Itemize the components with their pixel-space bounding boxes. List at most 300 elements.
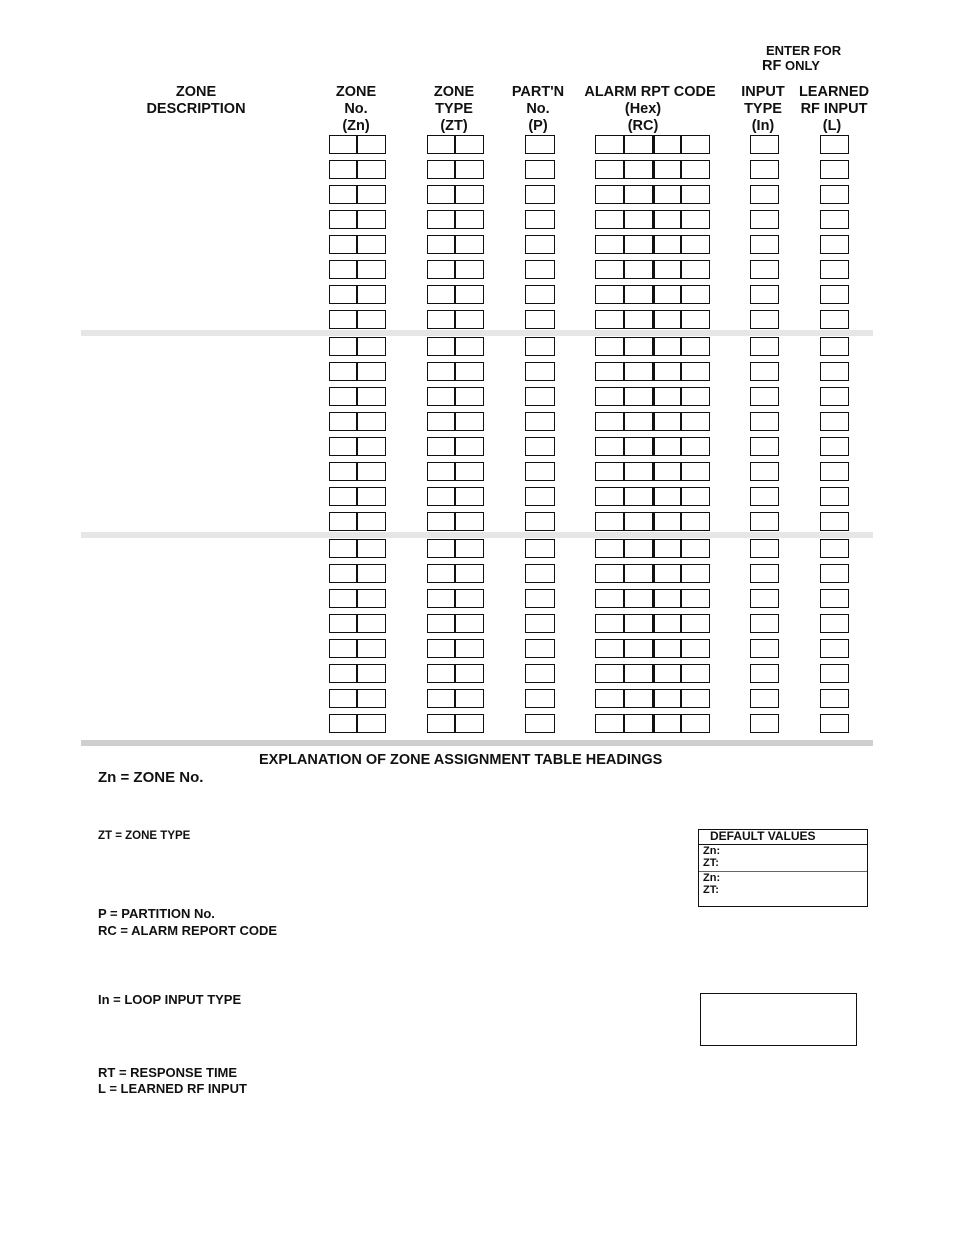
alarm-code-entry-box[interactable] [681, 437, 710, 456]
default-values-group [699, 872, 867, 898]
alarm-code-entry-box[interactable] [681, 260, 710, 279]
zone-no-entry-box[interactable] [329, 387, 357, 406]
learned-rf-entry-box[interactable] [820, 337, 849, 356]
header-line: RF INPUT [800, 101, 868, 117]
learned-rf-entry-box[interactable] [820, 185, 849, 204]
header-line: No. [526, 101, 550, 117]
zone-no-entry-box[interactable] [329, 285, 357, 304]
alarm-code-entry-box[interactable] [681, 387, 710, 406]
header-line: ZONE [335, 84, 377, 100]
partition-no-entry-box[interactable] [525, 689, 555, 708]
alarm-code-entry-box[interactable] [681, 512, 710, 531]
alarm-code-entry-box[interactable] [653, 160, 681, 179]
zone-type-entry-box[interactable] [455, 512, 484, 531]
zone-no-entry-box[interactable] [357, 487, 386, 506]
zone-type-entry-box[interactable] [427, 639, 455, 658]
alarm-code-entry-box[interactable] [681, 337, 710, 356]
header-line: (ZT) [440, 118, 468, 134]
zone-type-entry-box[interactable] [455, 337, 484, 356]
partition-no-entry-box[interactable] [525, 714, 555, 733]
default-values-group [699, 845, 867, 872]
partition-no-entry-box[interactable] [525, 664, 555, 683]
alarm-code-entry-box[interactable] [624, 160, 653, 179]
learned-rf-entry-box[interactable] [820, 285, 849, 304]
alarm-code-entry-box[interactable] [624, 285, 653, 304]
partition-no-entry-box[interactable] [525, 462, 555, 481]
alarm-code-entry-box[interactable] [624, 639, 653, 658]
zone-no-entry-box[interactable] [329, 589, 357, 608]
zone-type-entry-box[interactable] [427, 185, 455, 204]
alarm-code-entry-box[interactable] [653, 714, 681, 733]
alarm-code-entry-box[interactable] [681, 714, 710, 733]
alarm-code-entry-box[interactable] [595, 714, 624, 733]
input-type-entry-box[interactable] [750, 412, 779, 431]
learned-rf-entry-box[interactable] [820, 564, 849, 583]
zone-no-entry-box[interactable] [357, 387, 386, 406]
alarm-code-entry-box[interactable] [653, 337, 681, 356]
alarm-code-entry-box[interactable] [624, 564, 653, 583]
partition-no-entry-box[interactable] [525, 589, 555, 608]
alarm-code-entry-box[interactable] [653, 135, 681, 154]
alarm-code-entry-box[interactable] [624, 589, 653, 608]
zone-type-entry-box[interactable] [455, 614, 484, 633]
zone-no-entry-box[interactable] [357, 539, 386, 558]
zone-type-entry-box[interactable] [427, 714, 455, 733]
alarm-code-entry-box[interactable] [595, 689, 624, 708]
explanation-zn: Zn = ZONE No. [98, 769, 204, 786]
zone-no-entry-box[interactable] [329, 437, 357, 456]
zone-type-entry-box[interactable] [427, 160, 455, 179]
alarm-code-entry-box[interactable] [653, 310, 681, 329]
partition-no-entry-box[interactable] [525, 362, 555, 381]
partition-no-entry-box[interactable] [525, 285, 555, 304]
zone-no-entry-box[interactable] [357, 689, 386, 708]
zone-type-entry-box[interactable] [427, 689, 455, 708]
zone-type-entry-box[interactable] [455, 310, 484, 329]
alarm-code-entry-box[interactable] [653, 539, 681, 558]
alarm-code-entry-box[interactable] [653, 412, 681, 431]
zone-no-entry-box[interactable] [357, 512, 386, 531]
alarm-code-entry-box[interactable] [653, 614, 681, 633]
zone-type-entry-box[interactable] [455, 487, 484, 506]
zone-type-entry-box[interactable] [427, 235, 455, 254]
zone-no-entry-box[interactable] [329, 462, 357, 481]
learned-rf-entry-box[interactable] [820, 362, 849, 381]
zone-type-entry-box[interactable] [455, 639, 484, 658]
input-type-entry-box[interactable] [750, 539, 779, 558]
partition-no-entry-box[interactable] [525, 614, 555, 633]
learned-rf-entry-box[interactable] [820, 310, 849, 329]
alarm-code-entry-box[interactable] [653, 235, 681, 254]
zone-no-entry-box[interactable] [357, 714, 386, 733]
zone-type-entry-box[interactable] [427, 539, 455, 558]
alarm-code-entry-box[interactable] [595, 260, 624, 279]
alarm-code-entry-box[interactable] [653, 639, 681, 658]
alarm-code-entry-box[interactable] [624, 260, 653, 279]
partition-no-entry-box[interactable] [525, 235, 555, 254]
learned-rf-entry-box[interactable] [820, 589, 849, 608]
zone-type-entry-box[interactable] [427, 210, 455, 229]
zone-type-entry-box[interactable] [427, 412, 455, 431]
alarm-code-entry-box[interactable] [595, 387, 624, 406]
alarm-code-entry-box[interactable] [653, 564, 681, 583]
input-type-entry-box[interactable] [750, 714, 779, 733]
header-line: No. [344, 101, 368, 117]
alarm-code-entry-box[interactable] [653, 512, 681, 531]
zone-type-entry-box[interactable] [427, 437, 455, 456]
group-separator [81, 532, 873, 538]
header-line: TYPE [744, 101, 782, 117]
alarm-code-entry-box[interactable] [624, 387, 653, 406]
learned-rf-entry-box[interactable] [820, 512, 849, 531]
alarm-code-entry-box[interactable] [653, 185, 681, 204]
zone-type-entry-box[interactable] [455, 362, 484, 381]
header-line: ZONE [433, 84, 475, 100]
zone-no-entry-box[interactable] [357, 589, 386, 608]
input-type-entry-box[interactable] [750, 564, 779, 583]
zone-no-entry-box[interactable] [329, 714, 357, 733]
alarm-code-entry-box[interactable] [681, 589, 710, 608]
learned-rf-entry-box[interactable] [820, 260, 849, 279]
explanation-partition: P = PARTITION No. [98, 906, 215, 921]
alarm-code-entry-box[interactable] [681, 310, 710, 329]
input-type-entry-box[interactable] [750, 437, 779, 456]
zone-no-entry-box[interactable] [357, 664, 386, 683]
input-type-entry-box[interactable] [750, 512, 779, 531]
zone-no-entry-box[interactable] [357, 285, 386, 304]
input-type-entry-box[interactable] [750, 462, 779, 481]
alarm-code-entry-box[interactable] [595, 512, 624, 531]
partition-no-entry-box[interactable] [525, 512, 555, 531]
input-type-entry-box[interactable] [750, 487, 779, 506]
alarm-code-entry-box[interactable] [681, 185, 710, 204]
alarm-code-entry-box[interactable] [624, 512, 653, 531]
zone-no-entry-box[interactable] [357, 310, 386, 329]
alarm-code-entry-box[interactable] [595, 160, 624, 179]
alarm-code-entry-box[interactable] [624, 437, 653, 456]
zone-type-entry-box[interactable] [455, 210, 484, 229]
alarm-code-entry-box[interactable] [653, 689, 681, 708]
zone-type-entry-box[interactable] [427, 285, 455, 304]
partition-no-entry-box[interactable] [525, 564, 555, 583]
zone-no-entry-box[interactable] [329, 614, 357, 633]
alarm-code-entry-box[interactable] [681, 135, 710, 154]
header-line: (Hex) [624, 101, 662, 117]
partition-no-entry-box[interactable] [525, 310, 555, 329]
header-line: LEARNED [798, 84, 870, 100]
input-type-entry-box[interactable] [750, 235, 779, 254]
zone-no-entry-box[interactable] [329, 564, 357, 583]
learned-rf-entry-box[interactable] [820, 235, 849, 254]
alarm-code-entry-box[interactable] [681, 362, 710, 381]
alarm-code-entry-box[interactable] [681, 689, 710, 708]
alarm-code-entry-box[interactable] [624, 362, 653, 381]
learned-rf-entry-box[interactable] [820, 664, 849, 683]
zone-type-entry-box[interactable] [455, 437, 484, 456]
zone-no-entry-box[interactable] [329, 160, 357, 179]
alarm-code-entry-box[interactable] [595, 487, 624, 506]
zone-no-entry-box[interactable] [357, 337, 386, 356]
partition-no-entry-box[interactable] [525, 337, 555, 356]
alarm-code-entry-box[interactable] [624, 462, 653, 481]
zone-no-entry-box[interactable] [329, 487, 357, 506]
learned-rf-entry-box[interactable] [820, 614, 849, 633]
zone-no-entry-box[interactable] [357, 639, 386, 658]
learned-rf-entry-box[interactable] [820, 135, 849, 154]
partition-no-entry-box[interactable] [525, 387, 555, 406]
partition-no-entry-box[interactable] [525, 135, 555, 154]
alarm-code-entry-box[interactable] [681, 160, 710, 179]
partition-no-entry-box[interactable] [525, 437, 555, 456]
zone-type-entry-box[interactable] [455, 387, 484, 406]
zone-no-entry-box[interactable] [329, 185, 357, 204]
header-line: INPUT [741, 84, 785, 100]
alarm-code-entry-box[interactable] [681, 462, 710, 481]
learned-rf-entry-box[interactable] [820, 689, 849, 708]
partition-no-entry-box[interactable] [525, 539, 555, 558]
zone-type-entry-box[interactable] [455, 589, 484, 608]
partition-no-entry-box[interactable] [525, 412, 555, 431]
zone-type-entry-box[interactable] [427, 512, 455, 531]
default-values-title: DEFAULT VALUES [699, 830, 867, 845]
input-type-entry-box[interactable] [750, 285, 779, 304]
group-separator [81, 330, 873, 336]
explanation-input-type: In = LOOP INPUT TYPE [98, 992, 242, 1007]
zone-no-entry-box[interactable] [329, 235, 357, 254]
learned-rf-entry-box[interactable] [820, 487, 849, 506]
partition-no-entry-box[interactable] [525, 160, 555, 179]
alarm-code-entry-box[interactable] [624, 235, 653, 254]
alarm-code-entry-box[interactable] [595, 135, 624, 154]
zone-no-entry-box[interactable] [329, 664, 357, 683]
zone-type-entry-box[interactable] [427, 362, 455, 381]
alarm-code-entry-box[interactable] [595, 337, 624, 356]
zone-type-entry-box[interactable] [455, 235, 484, 254]
input-type-entry-box[interactable] [750, 260, 779, 279]
alarm-code-entry-box[interactable] [595, 564, 624, 583]
zone-no-entry-box[interactable] [357, 564, 386, 583]
alarm-code-entry-box[interactable] [653, 362, 681, 381]
rf-note-rf: RF [762, 58, 782, 74]
zone-no-entry-box[interactable] [357, 362, 386, 381]
alarm-code-entry-box[interactable] [653, 437, 681, 456]
default-value-row: Zn: [703, 845, 721, 857]
alarm-code-entry-box[interactable] [595, 412, 624, 431]
zone-type-entry-box[interactable] [455, 135, 484, 154]
explanation-report-code: RC = ALARM REPORT CODE [98, 923, 277, 938]
alarm-code-entry-box[interactable] [681, 539, 710, 558]
alarm-code-entry-box[interactable] [681, 285, 710, 304]
alarm-code-entry-box[interactable] [624, 337, 653, 356]
zone-no-entry-box[interactable] [329, 362, 357, 381]
alarm-code-entry-box[interactable] [653, 664, 681, 683]
alarm-code-entry-box[interactable] [595, 639, 624, 658]
alarm-code-entry-box[interactable] [595, 437, 624, 456]
alarm-code-entry-box[interactable] [624, 664, 653, 683]
zone-no-entry-box[interactable] [357, 160, 386, 179]
alarm-code-entry-box[interactable] [624, 185, 653, 204]
zone-no-entry-box[interactable] [329, 689, 357, 708]
alarm-code-entry-box[interactable] [653, 387, 681, 406]
zone-type-entry-box[interactable] [455, 664, 484, 683]
zone-type-entry-box[interactable] [455, 462, 484, 481]
input-type-entry-box[interactable] [750, 135, 779, 154]
learned-rf-entry-box[interactable] [820, 210, 849, 229]
alarm-code-entry-box[interactable] [653, 285, 681, 304]
alarm-code-entry-box[interactable] [624, 714, 653, 733]
zone-type-entry-box[interactable] [427, 337, 455, 356]
learned-rf-entry-box[interactable] [820, 639, 849, 658]
rf-note-line1: ENTER FOR [766, 43, 842, 58]
zone-no-entry-box[interactable] [357, 185, 386, 204]
default-value-row: ZT: [703, 857, 719, 869]
explanation-response-time: RT = RESPONSE TIME [98, 1065, 238, 1080]
zone-no-entry-box[interactable] [329, 310, 357, 329]
alarm-code-entry-box[interactable] [624, 487, 653, 506]
zone-type-entry-box[interactable] [427, 664, 455, 683]
learned-rf-entry-box[interactable] [820, 412, 849, 431]
zone-no-entry-box[interactable] [357, 462, 386, 481]
zone-no-entry-box[interactable] [357, 135, 386, 154]
alarm-code-entry-box[interactable] [595, 362, 624, 381]
partition-no-entry-box[interactable] [525, 260, 555, 279]
zone-no-entry-box[interactable] [329, 412, 357, 431]
zone-type-entry-box[interactable] [455, 260, 484, 279]
learned-rf-entry-box[interactable] [820, 437, 849, 456]
alarm-code-entry-box[interactable] [624, 539, 653, 558]
header-line: ZONE [175, 84, 217, 100]
input-type-entry-box[interactable] [750, 337, 779, 356]
alarm-code-entry-box[interactable] [595, 235, 624, 254]
zone-no-entry-box[interactable] [329, 210, 357, 229]
default-value-row: ZT: [703, 884, 719, 896]
alarm-code-entry-box[interactable] [681, 235, 710, 254]
partition-no-entry-box[interactable] [525, 487, 555, 506]
input-type-entry-box[interactable] [750, 387, 779, 406]
input-type-entry-box[interactable] [750, 664, 779, 683]
zone-no-entry-box[interactable] [329, 337, 357, 356]
zone-no-entry-box[interactable] [329, 539, 357, 558]
zone-type-entry-box[interactable] [427, 135, 455, 154]
zone-type-entry-box[interactable] [455, 539, 484, 558]
alarm-code-entry-box[interactable] [653, 462, 681, 481]
alarm-code-entry-box[interactable] [681, 614, 710, 633]
alarm-code-entry-box[interactable] [653, 260, 681, 279]
blank-reference-box [700, 993, 857, 1046]
alarm-code-entry-box[interactable] [653, 589, 681, 608]
header-line: TYPE [435, 101, 473, 117]
alarm-code-entry-box[interactable] [624, 210, 653, 229]
alarm-code-entry-box[interactable] [595, 614, 624, 633]
alarm-code-entry-box[interactable] [595, 539, 624, 558]
zone-type-entry-box[interactable] [455, 564, 484, 583]
learned-rf-entry-box[interactable] [820, 714, 849, 733]
zone-type-entry-box[interactable] [427, 387, 455, 406]
group-separator [81, 740, 873, 746]
zone-type-entry-box[interactable] [455, 689, 484, 708]
input-type-entry-box[interactable] [750, 614, 779, 633]
zone-no-entry-box[interactable] [357, 235, 386, 254]
zone-no-entry-box[interactable] [329, 639, 357, 658]
zone-type-entry-box[interactable] [455, 285, 484, 304]
zone-type-entry-box[interactable] [455, 185, 484, 204]
zone-no-entry-box[interactable] [357, 437, 386, 456]
alarm-code-entry-box[interactable] [653, 487, 681, 506]
alarm-code-entry-box[interactable] [624, 614, 653, 633]
rf-note-only: ONLY [784, 58, 820, 73]
alarm-code-entry-box[interactable] [595, 285, 624, 304]
alarm-code-entry-box[interactable] [681, 412, 710, 431]
partition-no-entry-box[interactable] [525, 639, 555, 658]
alarm-code-entry-box[interactable] [624, 412, 653, 431]
header-line: PART'N [511, 84, 565, 100]
input-type-entry-box[interactable] [750, 362, 779, 381]
header-line: (L) [822, 118, 842, 134]
zone-type-entry-box[interactable] [455, 412, 484, 431]
alarm-code-entry-box[interactable] [624, 310, 653, 329]
learned-rf-entry-box[interactable] [820, 539, 849, 558]
partition-no-entry-box[interactable] [525, 185, 555, 204]
zone-no-entry-box[interactable] [329, 260, 357, 279]
zone-type-entry-box[interactable] [455, 714, 484, 733]
default-values-box [698, 829, 868, 907]
input-type-entry-box[interactable] [750, 310, 779, 329]
alarm-code-entry-box[interactable] [595, 664, 624, 683]
alarm-code-entry-box[interactable] [624, 135, 653, 154]
header-line: (RC) [627, 118, 659, 134]
alarm-code-entry-box[interactable] [681, 210, 710, 229]
zone-type-entry-box[interactable] [427, 589, 455, 608]
header-line: DESCRIPTION [146, 101, 246, 117]
zone-no-entry-box[interactable] [329, 135, 357, 154]
partition-no-entry-box[interactable] [525, 210, 555, 229]
zone-no-entry-box[interactable] [357, 412, 386, 431]
zone-no-entry-box[interactable] [357, 260, 386, 279]
zone-type-entry-box[interactable] [427, 487, 455, 506]
input-type-entry-box[interactable] [750, 639, 779, 658]
alarm-code-entry-box[interactable] [681, 487, 710, 506]
input-type-entry-box[interactable] [750, 589, 779, 608]
alarm-code-entry-box[interactable] [653, 210, 681, 229]
learned-rf-entry-box[interactable] [820, 462, 849, 481]
alarm-code-entry-box[interactable] [681, 564, 710, 583]
alarm-code-entry-box[interactable] [681, 664, 710, 683]
zone-no-entry-box[interactable] [329, 512, 357, 531]
learned-rf-entry-box[interactable] [820, 387, 849, 406]
alarm-code-entry-box[interactable] [595, 210, 624, 229]
alarm-code-entry-box[interactable] [595, 310, 624, 329]
zone-no-entry-box[interactable] [357, 614, 386, 633]
zone-type-entry-box[interactable] [427, 614, 455, 633]
zone-type-entry-box[interactable] [427, 260, 455, 279]
input-type-entry-box[interactable] [750, 185, 779, 204]
alarm-code-entry-box[interactable] [681, 639, 710, 658]
input-type-entry-box[interactable] [750, 210, 779, 229]
input-type-entry-box[interactable] [750, 689, 779, 708]
learned-rf-entry-box[interactable] [820, 160, 849, 179]
alarm-code-entry-box[interactable] [595, 589, 624, 608]
zone-type-entry-box[interactable] [427, 564, 455, 583]
alarm-code-entry-box[interactable] [624, 689, 653, 708]
zone-no-entry-box[interactable] [357, 210, 386, 229]
input-type-entry-box[interactable] [750, 160, 779, 179]
zone-type-entry-box[interactable] [427, 310, 455, 329]
zone-type-entry-box[interactable] [455, 160, 484, 179]
alarm-code-entry-box[interactable] [595, 462, 624, 481]
zone-type-entry-box[interactable] [427, 462, 455, 481]
explanation-learned-rf: L = LEARNED RF INPUT [98, 1081, 247, 1096]
alarm-code-entry-box[interactable] [595, 185, 624, 204]
